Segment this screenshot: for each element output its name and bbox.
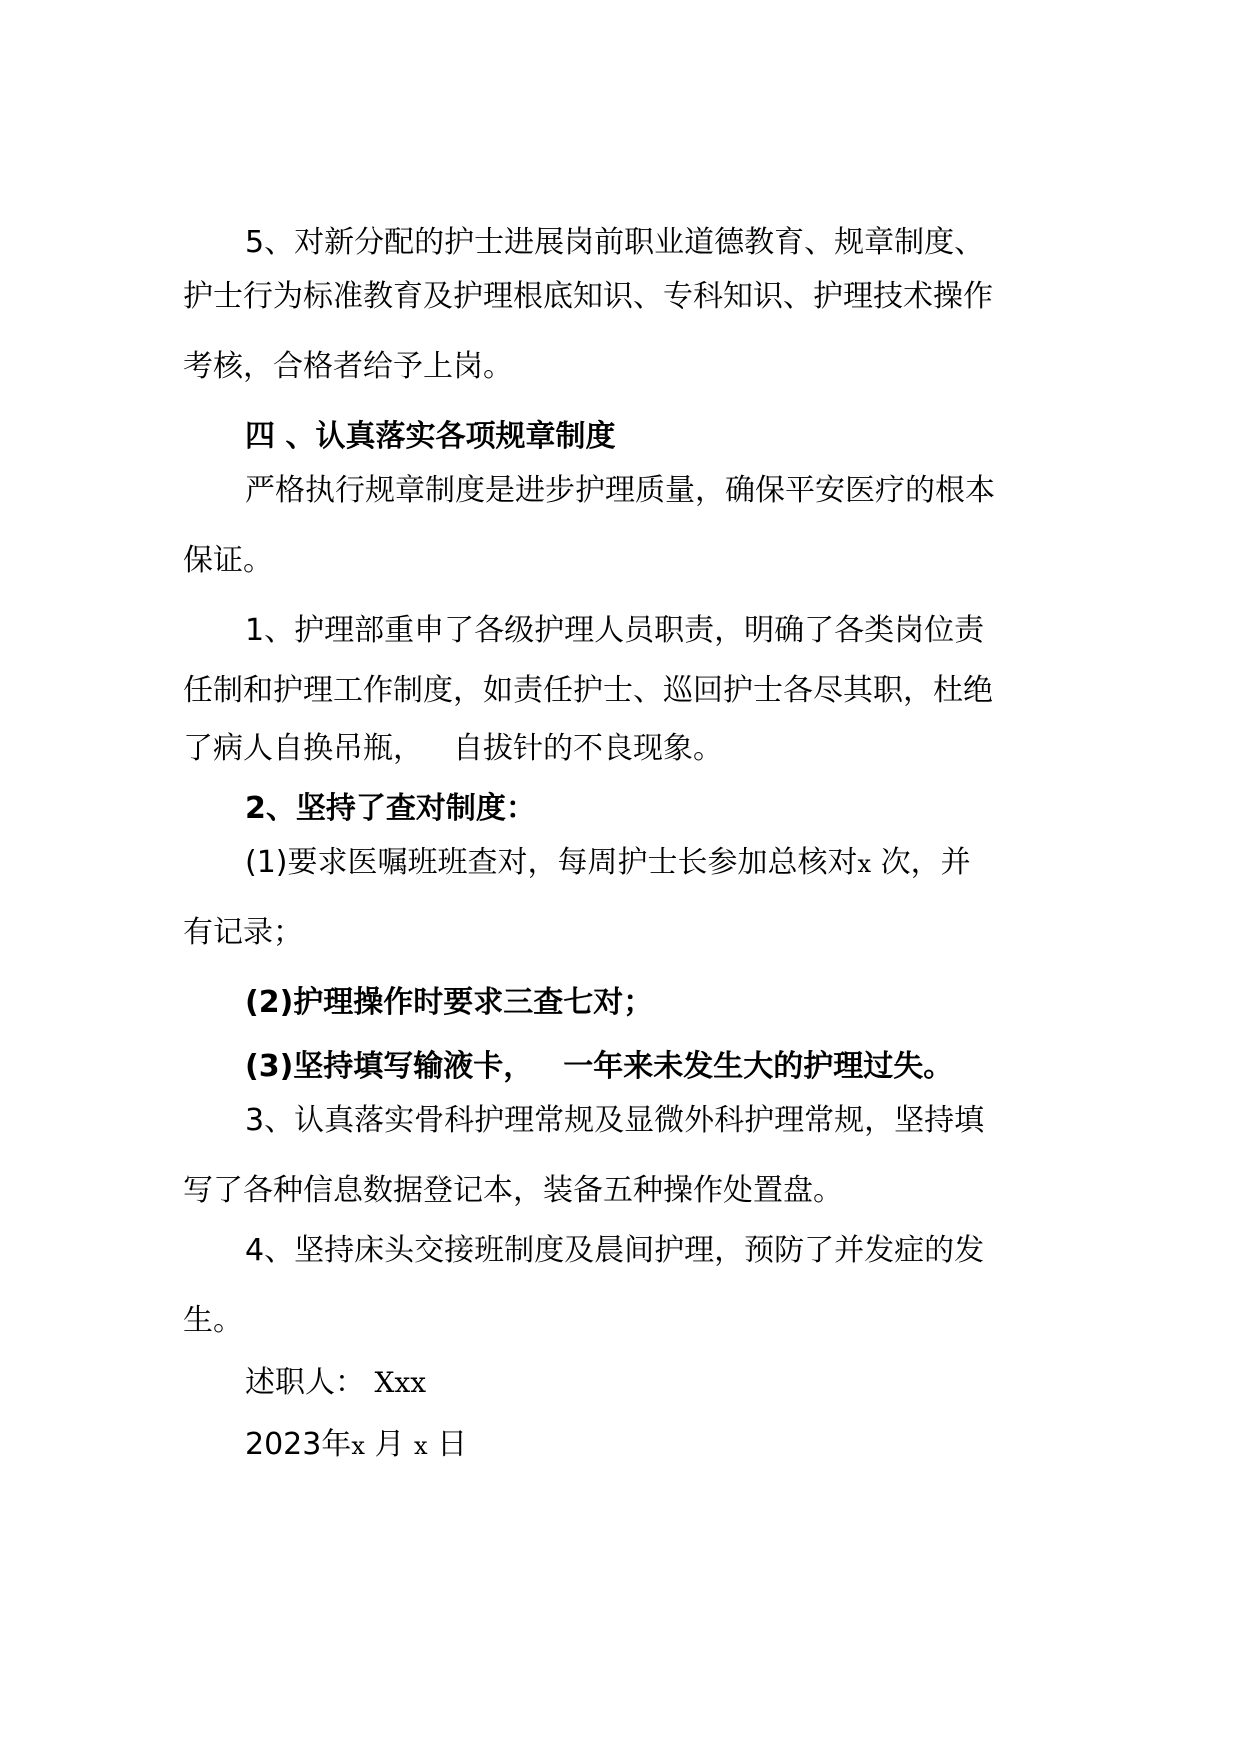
item1-line1: 1、护理部重申了各级护理人员职责，明确了各类岗位责 xyxy=(245,613,985,648)
signature-name: Xxx xyxy=(374,1366,427,1399)
item2-sub1-count: x xyxy=(857,850,872,878)
item2-sub1-line1 xyxy=(245,843,971,884)
item2-sub3-part2: 一年来未发生大的护理过失。 xyxy=(563,1049,954,1084)
item1-line2: 任制和护理工作制度，如责任护士、巡回护士各尽其职，杜绝 xyxy=(183,673,993,708)
item1-line3-part2: 自拔针的不良现象。 xyxy=(453,731,723,766)
signature-line xyxy=(245,1363,426,1403)
date-year: 2023年 xyxy=(245,1427,352,1462)
item2-sub1-text: (1)要求医嘱班班查对，每周护士长参加总核对 xyxy=(245,845,858,880)
date-month-label: 月 xyxy=(374,1427,405,1462)
section4-intro-line2: 保证。 xyxy=(183,543,273,578)
date-month-value: x xyxy=(351,1432,365,1460)
item5-line3: 考核，合格者给予上岗。 xyxy=(183,349,513,384)
item5-line2: 护士行为标准教育及护理根底知识、专科知识、护理技术操作 xyxy=(183,279,993,314)
item5-line1: 5、对新分配的护士进展岗前职业道德教育、规章制度、 xyxy=(245,225,985,260)
signature-label: 述职人： xyxy=(245,1365,365,1400)
item4-line2: 生。 xyxy=(183,1303,243,1338)
item3-line1: 3、认真落实骨科护理常规及显微外科护理常规，坚持填 xyxy=(245,1103,985,1138)
item4-line1: 4、坚持床头交接班制度及晨间护理，预防了并发症的发 xyxy=(245,1233,985,1268)
item2-heading: 2、坚持了查对制度： xyxy=(245,791,536,826)
item1-line3-part1: 了病人自换吊瓶， xyxy=(183,731,423,766)
item2-sub2: (2)护理操作时要求三查七对； xyxy=(245,985,654,1020)
date-day-value: x xyxy=(414,1432,428,1460)
item3-line2: 写了各种信息数据登记本，装备五种操作处置盘。 xyxy=(183,1173,843,1208)
item2-sub3-part1: (3)坚持填写输液卡， xyxy=(245,1049,534,1084)
section4-intro-line1: 严格执行规章制度是进步护理质量，确保平安医疗的根本 xyxy=(245,473,995,508)
item2-sub1-tail: 次，并 xyxy=(871,845,971,880)
date-line xyxy=(245,1425,467,1466)
item2-sub3 xyxy=(245,1047,953,1087)
item1-line3 xyxy=(183,729,723,769)
date-day-label: 日 xyxy=(437,1427,468,1462)
section4-heading: 四 、认真落实各项规章制度 xyxy=(245,419,616,454)
item2-sub1-line2: 有记录； xyxy=(183,915,303,950)
